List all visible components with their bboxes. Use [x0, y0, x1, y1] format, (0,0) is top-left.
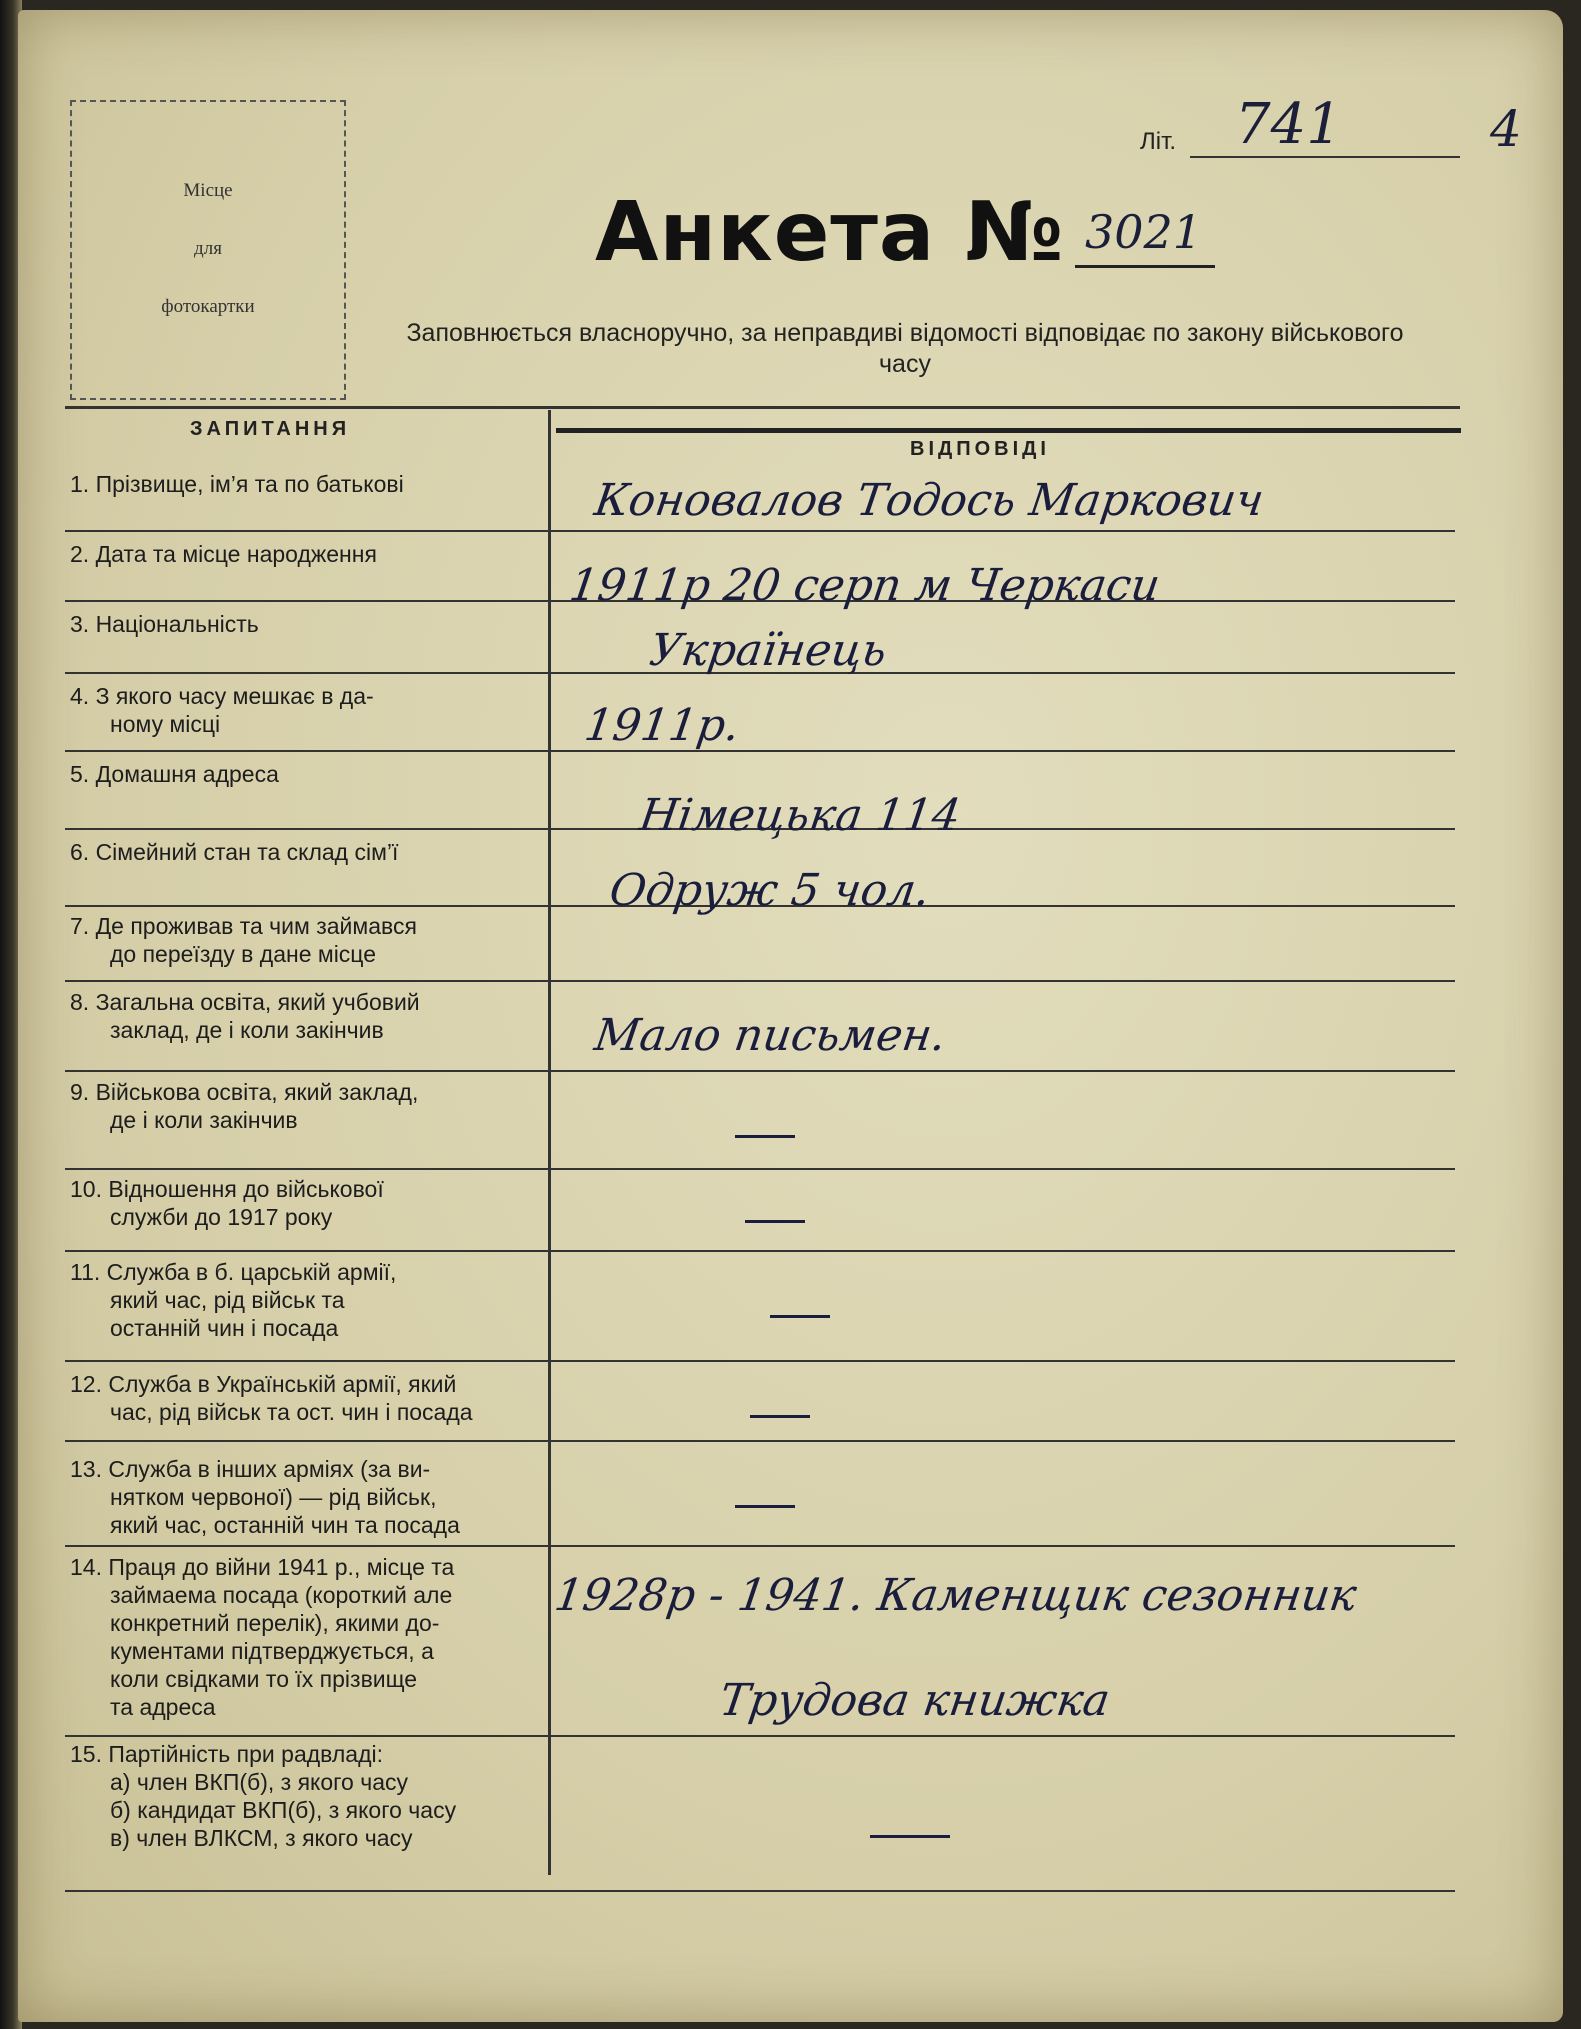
question-text-line: 2. Дата та місце народження: [70, 541, 377, 567]
question-text-line: а) член ВКП(б), з якого часу: [110, 1769, 409, 1795]
answer-8: Мало письмен.: [591, 1010, 950, 1061]
question-text-line: заклад, де і коли закінчив: [110, 1017, 384, 1043]
question-text-line: 1. Прізвище, ім’я та по батькові: [70, 471, 404, 497]
answer-dash: [745, 1220, 805, 1223]
question-text-line: в) член ВЛКСМ, з якого часу: [110, 1825, 413, 1851]
row-rule: [65, 1250, 1455, 1252]
answer-dash: [870, 1835, 950, 1838]
question-text-line: кументами підтверджується, а: [110, 1638, 434, 1664]
answer-6: Одруж 5 чол.: [606, 865, 934, 916]
row-rule: [65, 1070, 1455, 1072]
answers-header-rule: [556, 428, 1461, 433]
question-text-line: коли свідками то їх прізвище: [110, 1666, 418, 1692]
col-header-answers: ВІДПОВІДІ: [910, 438, 1050, 460]
row-rule: [65, 1440, 1455, 1442]
question-text-line: 12. Служба в Українській армії, який: [70, 1371, 457, 1397]
question-text-line: 4. З якого часу мешкає в да-: [70, 683, 374, 709]
row-rule: [65, 1168, 1455, 1170]
question-text-line: 15. Партійність при радвладі:: [70, 1741, 383, 1767]
question-6: [70, 838, 540, 866]
question-text-line: який час, останній чин та посада: [110, 1512, 460, 1538]
row-rule: [65, 530, 1455, 532]
answer-4: 1911р.: [581, 700, 743, 751]
subtitle: Заповнюється власноручно, за неправдиві відомості відповідає по закону військового часу: [406, 319, 1404, 378]
question-text-line: 10. Відношення до військової: [70, 1176, 384, 1202]
question-3: [70, 610, 540, 638]
row-rule: [65, 1545, 1455, 1547]
row-rule: [65, 1360, 1455, 1362]
answer-1: Коновалов Тодось Маркович: [591, 475, 1267, 526]
row-rule: [65, 1735, 1455, 1737]
question-text-line: який час, рід військ та: [110, 1287, 345, 1313]
col-header-questions: ЗАПИТАННЯ: [190, 418, 351, 440]
sheet-number: 4: [1490, 100, 1522, 158]
question-14: [70, 1553, 540, 1721]
photo-label-line2: для: [194, 238, 222, 259]
answer-dash: [770, 1315, 830, 1318]
question-text-line: до переїзду в дане місце: [110, 941, 377, 967]
question-text-line: 6. Сімейний стан та склад сім’ї: [70, 839, 399, 865]
question-text-line: нятком червоної) — рід військ,: [110, 1484, 437, 1510]
photo-placeholder-box: [70, 100, 346, 400]
question-text-line: та адреса: [110, 1694, 216, 1720]
page-title: Анкета №: [595, 185, 1065, 280]
answer-2: 1911р 20 серп м Черкаси: [566, 560, 1164, 611]
question-9: [70, 1078, 540, 1134]
answer-dash: [750, 1415, 810, 1418]
question-text-line: останній чин і посада: [110, 1315, 339, 1341]
row-rule: [65, 1890, 1455, 1892]
lit-value: 741: [1235, 92, 1342, 157]
form-number: 3021: [1085, 205, 1203, 259]
question-4: [70, 682, 540, 738]
question-text-line: 14. Праця до війни 1941 р., місце та: [70, 1554, 455, 1580]
answer-3: Українець: [646, 625, 890, 676]
answer-5: Німецька 114: [636, 790, 964, 841]
table-top-rule: [65, 406, 1460, 409]
question-text-line: де і коли закінчив: [110, 1107, 298, 1133]
question-11: [70, 1258, 540, 1342]
question-text-line: ному місці: [110, 711, 221, 737]
question-text-line: 9. Військова освіта, який заклад,: [70, 1079, 419, 1105]
column-divider: [548, 410, 551, 1875]
question-13: [70, 1455, 540, 1539]
question-1: [70, 470, 540, 498]
answer-14-line2: Трудова книжка: [716, 1675, 1113, 1726]
photo-label-line1: Місце: [183, 180, 233, 201]
form-number-underline: [1075, 265, 1215, 268]
question-text-line: 8. Загальна освіта, який учбовий: [70, 989, 420, 1015]
question-text-line: 11. Служба в б. царській армії,: [70, 1259, 397, 1285]
question-10: [70, 1175, 540, 1231]
question-text-line: конкретний перелік), якими до-: [110, 1610, 440, 1636]
question-text-line: б) кандидат ВКП(б), з якого часу: [110, 1797, 457, 1823]
question-text-line: служби до 1917 року: [110, 1204, 333, 1230]
question-text-line: час, рід військ та ост. чин і посада: [110, 1399, 473, 1425]
question-2: [70, 540, 540, 568]
row-rule: [65, 980, 1455, 982]
lit-label: Літ.: [1140, 128, 1177, 155]
question-8: [70, 988, 540, 1044]
question-text-line: 5. Домашня адреса: [70, 761, 279, 787]
answer-14: 1928р - 1941. Каменщик сезонник: [551, 1570, 1360, 1621]
question-text-line: 7. Де проживав та чим займався: [70, 913, 417, 939]
question-7: [70, 912, 540, 968]
photo-label-line3: фотокартки: [161, 296, 255, 317]
question-text-line: займаема посада (короткий але: [110, 1582, 453, 1608]
question-text-line: 3. Національність: [70, 611, 259, 637]
question-12: [70, 1370, 540, 1426]
question-15: [70, 1740, 540, 1852]
row-rule: [65, 750, 1455, 752]
question-5: [70, 760, 540, 788]
question-text-line: 13. Служба в інших арміях (за ви-: [70, 1456, 431, 1482]
answer-dash: [735, 1505, 795, 1508]
answer-dash: [735, 1135, 795, 1138]
